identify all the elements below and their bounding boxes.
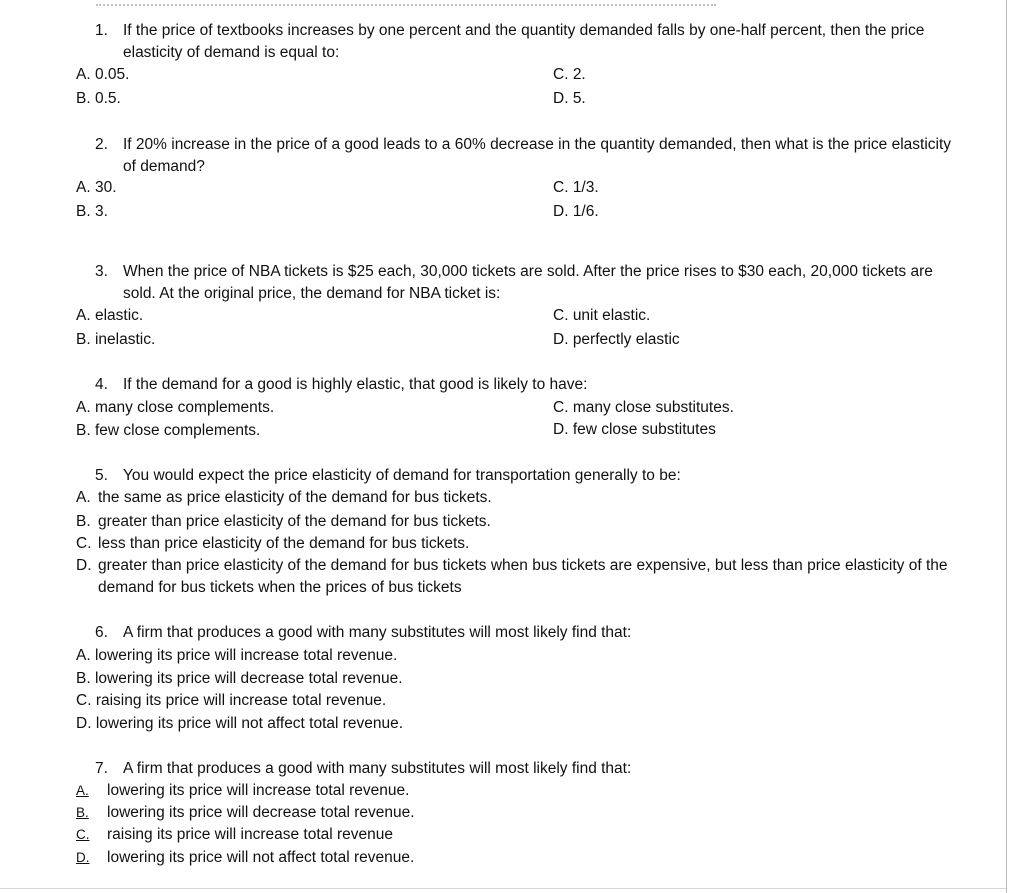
option-a: A. many close complements. xyxy=(76,399,275,416)
question-4 xyxy=(95,374,965,396)
option-b: B. 0.5. xyxy=(76,90,121,107)
option-d: D. lowering its price will not affect total revenue. xyxy=(76,849,415,866)
option-d: D. 1/6. xyxy=(553,203,599,220)
question-number: 7. xyxy=(95,760,108,777)
question-number: 4. xyxy=(95,376,108,393)
question-text: If the price of textbooks increases by one percent and the quantity demanded falls by one-half percent, then the price elasticity of demand is equal to: xyxy=(123,22,925,61)
option-d: D. perfectly elastic xyxy=(553,331,680,348)
question-1 xyxy=(95,20,965,64)
question-number: 5. xyxy=(95,467,108,484)
option-b: B. few close complements. xyxy=(76,422,261,439)
option-c: C. unit elastic. xyxy=(553,307,651,324)
question-text: If 20% increase in the price of a good leads to a 60% decrease in the quantity demanded, then what is the price elasticity of demand? xyxy=(123,136,952,175)
question-number: 2. xyxy=(95,136,108,153)
option-b: B. lowering its price will decrease total revenue. xyxy=(76,670,403,687)
option-b: B. lowering its price will decrease total revenue. xyxy=(76,804,415,821)
option-a: A. lowering its price will increase total revenue. xyxy=(76,782,410,799)
question-text: A firm that produces a good with many substitutes will most likely find that: xyxy=(123,760,632,777)
question-5 xyxy=(95,465,965,487)
question-text: When the price of NBA tickets is $25 each, 30,000 tickets are sold. After the price rises to $30 each, 20,000 tickets are sold. At the original price, the demand for NBA ticket is: xyxy=(123,263,933,302)
question-text: If the demand for a good is highly elastic, that good is likely to have: xyxy=(123,376,588,393)
option-d: D. greater than price elasticity of the demand for bus tickets when bus tickets are expensive, but less than price elasticity of the demand for bus tickets when the prices of bus tickets xyxy=(76,557,948,596)
option-b: B. greater than price elasticity of the demand for bus tickets. xyxy=(76,513,491,530)
question-text: You would expect the price elasticity of demand for transportation generally to be: xyxy=(123,467,681,484)
option-c: C. less than price elasticity of the demand for bus tickets. xyxy=(76,535,470,552)
question-number: 1. xyxy=(95,22,108,39)
option-c: C. many close substitutes. xyxy=(553,399,734,416)
option-a: A. the same as price elasticity of the demand for bus tickets. xyxy=(76,489,492,506)
page-edge-bottom xyxy=(0,888,1006,889)
option-c: C. 1/3. xyxy=(553,179,599,196)
question-2 xyxy=(95,134,965,178)
option-d: D. lowering its price will not affect total revenue. xyxy=(76,715,404,732)
option-c: C. 2. xyxy=(553,66,586,83)
question-number: 6. xyxy=(95,624,108,641)
question-6 xyxy=(95,622,965,644)
question-number: 3. xyxy=(95,263,108,280)
page-edge-right xyxy=(1006,0,1007,893)
option-a: A. 30. xyxy=(76,179,117,196)
option-a: A. 0.05. xyxy=(76,66,130,83)
option-b: B. inelastic. xyxy=(76,331,156,348)
question-text: A firm that produces a good with many substitutes will most likely find that: xyxy=(123,624,632,641)
option-c: C. raising its price will increase total revenue. xyxy=(76,692,387,709)
question-7 xyxy=(95,758,965,780)
option-d: D. few close substitutes xyxy=(553,421,716,438)
option-c: C. raising its price will increase total revenue xyxy=(76,826,394,843)
question-3 xyxy=(95,261,965,305)
option-a: A. lowering its price will increase total revenue. xyxy=(76,647,398,664)
option-d: D. 5. xyxy=(553,90,586,107)
option-b: B. 3. xyxy=(76,203,108,220)
option-a: A. elastic. xyxy=(76,307,144,324)
cropped-text-fragment xyxy=(96,0,716,6)
